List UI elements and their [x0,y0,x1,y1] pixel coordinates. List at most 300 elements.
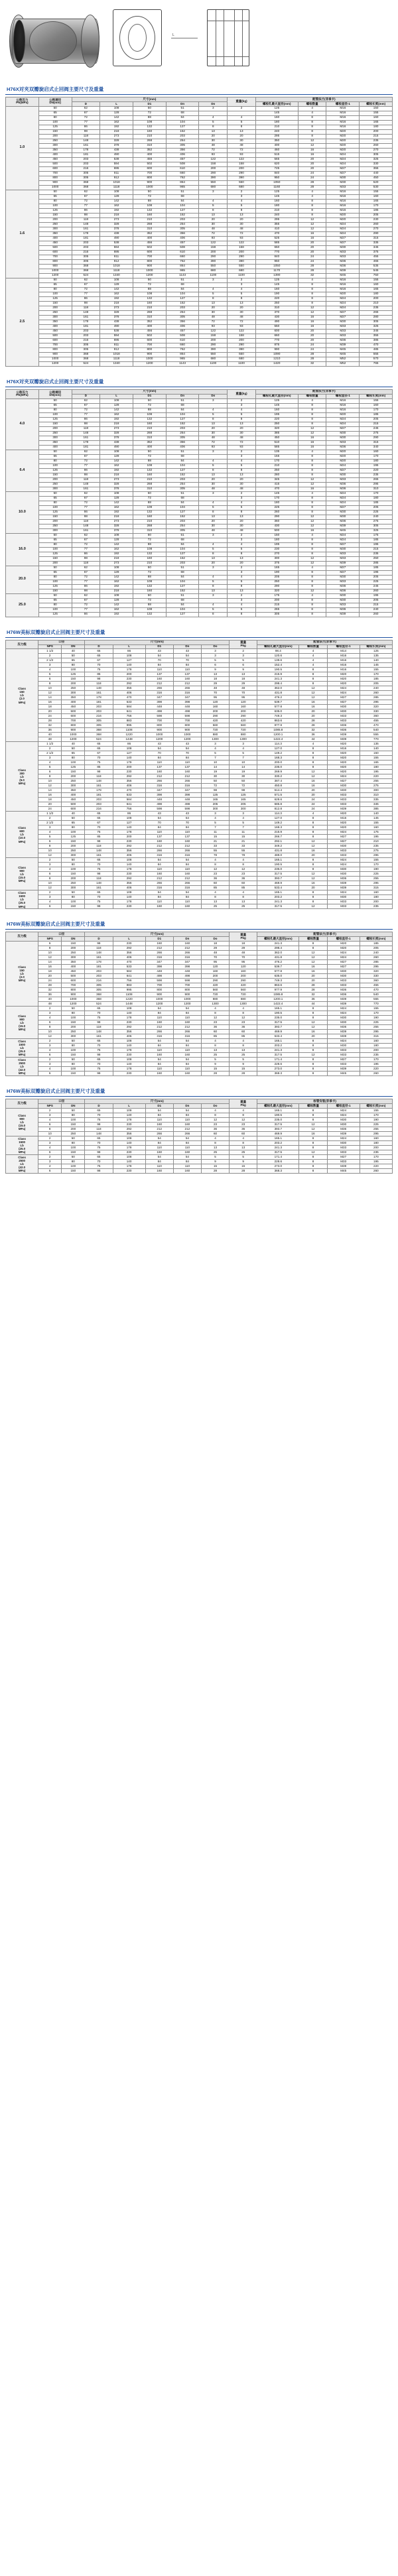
table-row [6,691,393,696]
cell-do: 70 [201,691,229,696]
cell-d1: 268 [133,222,166,227]
cell-bd: M24 [327,955,360,960]
cell-bn: 20 [298,329,326,334]
cell-l: 406 [113,853,145,858]
cell-l: 86 [113,812,145,816]
cell-do: 8 [199,296,228,301]
cell-bl: 440 [360,171,393,176]
cell-bl: 260 [360,612,393,617]
cell-l: 86 [113,742,145,747]
cell-bn: 32 [298,361,326,366]
cell-dn2: 70 [173,751,201,756]
table-row [6,756,393,761]
table-row [6,969,393,974]
cell-do: 8 [199,552,228,556]
cell-bd: M39 [327,733,360,737]
cell-bl: 205 [360,213,393,217]
cell-dn: 500 [62,802,85,807]
cell-do: 4 [199,575,228,580]
table-row [6,528,393,533]
cell-dn: 200 [38,217,72,222]
cell-nps: 8 [38,877,62,881]
cell-w: 5 [228,505,256,510]
cell-d1: 900 [133,352,166,357]
cell-dn: 250 [62,1030,85,1034]
cell-bn: 8 [299,1048,327,1053]
pressure-rating-cell: Class 150 Lb (2.0 MPa) [6,649,38,742]
cell-do: 93 [199,445,228,450]
cell-w: 122 [228,241,256,245]
table-row [6,408,393,412]
cell-bh: 533.4 [257,1034,299,1039]
cell-bh: 295 [255,134,298,139]
cell-dn2: 160 [173,1072,201,1076]
cell-dn: 150 [38,473,72,477]
cell-d1: 210 [133,306,166,310]
cell-l: 273 [100,519,133,524]
cell-d1: 54 [145,1109,173,1113]
cell-dn2: 254 [166,222,199,227]
cell-d: 98 [85,872,113,877]
cell-do: 93 [199,236,228,241]
cell-bh: 165.1 [257,1007,299,1011]
cell-dn2: 212 [173,877,201,881]
cell-bh: 150 [255,533,298,538]
cell-dn2: 152 [166,589,199,593]
cell-d1: 43 [145,812,173,816]
cell-d1: 800 [145,988,173,993]
cell-bd: M39 [327,1034,360,1039]
cell-w: 93 [228,324,256,329]
cell-bh: 165.1 [257,1039,299,1044]
cell-dn2: 356 [166,440,199,445]
header-bolt-2: 螺栓直径-1 [327,937,360,942]
cell-w: 5 [228,292,256,296]
cell-nps: 6 [38,872,62,877]
cell-d: 72 [72,575,100,580]
table-row [6,139,393,143]
cell-nps: 8 [38,1127,62,1132]
table-row [6,723,393,728]
cell-bn: 8 [299,826,327,830]
cell-d1: 160 [145,1053,173,1058]
cell-l: 140 [113,1011,145,1016]
cell-bn: 8 [298,463,326,468]
cell-bh: 241.3 [257,677,299,682]
cell-nps: 12 [38,1034,62,1039]
cell-do: 20 [199,426,228,431]
cell-bl: 205 [360,946,392,951]
cell-d: 203 [72,329,100,334]
cell-dn: 700 [38,171,72,176]
cell-d: 305 [72,259,100,264]
cell-bn: 36 [299,733,327,737]
cell-dn: 300 [38,436,72,440]
cell-bn: 16 [298,440,326,445]
cell-l: 811 [100,255,133,259]
table-row [6,1039,393,1044]
cell-dn2: 127 [166,125,199,129]
cell-bn: 16 [299,705,327,709]
cell-bd: M24 [326,422,360,426]
cell-dn2: 1143 [166,273,199,278]
table-row [6,315,393,320]
cell-w: 13 [228,473,256,477]
cell-d: 65 [85,890,113,895]
cell-bn: 8 [299,1011,327,1016]
cell-d1: 108 [133,607,166,612]
cell-d1: 448 [145,705,173,709]
cell-d1: 160 [145,677,173,682]
cell-l: 142 [100,575,133,580]
table-row [6,988,393,993]
cell-dn2: 54 [173,1039,201,1044]
cell-bn: 8 [299,1141,327,1146]
butterfly-valve-photo [7,5,106,77]
cell-d: 70 [85,1044,113,1048]
cell-dn2: 84 [173,826,201,830]
cell-d1: 268 [133,139,166,143]
cell-do: 3 [199,278,228,282]
cell-bh: 203.2 [257,895,299,900]
cell-bl: 335 [360,798,392,802]
cell-l: 1118 [100,357,133,361]
cell-bh: 280 [255,473,298,477]
cell-bl: 320 [360,969,392,974]
cell-d: 85 [85,765,113,770]
cell-bl: 270 [360,227,393,231]
cell-bl: 200 [360,900,392,904]
cell-bd: M30 [327,1141,360,1146]
cell-d: 70 [85,756,113,761]
cell-nps: 4 [38,1067,62,1072]
cell-w: 28 [230,1072,257,1076]
cell-do: 4 [199,199,228,204]
table-row [6,747,393,751]
cell-bl: 235 [360,552,393,556]
cell-d: 118 [85,946,113,951]
cell-bn: 16 [299,1132,327,1136]
table-row [6,955,393,960]
cell-do: 200 [201,709,229,714]
cell-d1: 160 [145,1123,173,1127]
cell-bl: 195 [360,463,393,468]
cell-d: 67 [72,403,100,408]
cell-do: 122 [199,241,228,245]
cell-bn: 12 [298,561,326,566]
cell-bl: 315 [360,886,392,890]
cell-bl: 165 [360,120,393,125]
cell-bn: 8 [298,129,326,134]
header-bore-group: 口径 [38,932,85,937]
cell-do: 8 [201,1141,229,1146]
cell-bn: 12 [299,686,327,691]
cell-l: 140 [113,826,145,830]
cell-w: 200 [230,709,257,714]
cell-d1: 160 [133,422,166,426]
cell-bd: M24 [326,153,360,157]
cell-bn: 12 [298,426,326,431]
cell-bh: 577.8 [257,705,299,709]
cell-bl: 155 [360,1007,392,1011]
cell-nps: 4 [38,1146,62,1150]
cell-bn: 8 [298,584,326,589]
cell-dn2: 356 [166,320,199,324]
cell-do: 5 [201,1058,229,1062]
cell-dn2: 406 [166,236,199,241]
cell-nps: 3 [38,756,62,761]
cell-l: 594 [100,162,133,166]
table-row [6,1007,393,1011]
table-row [6,496,393,501]
cell-bl: 450 [360,176,393,180]
cell-dn: 800 [38,259,72,264]
table-row [6,612,393,617]
cell-nps: 16 [38,793,62,798]
cell-dn2: 800 [173,723,201,728]
cell-bd: M20 [327,672,360,677]
cell-dn2: 610 [166,338,199,343]
cell-d1: 352 [133,320,166,324]
cell-dn: 700 [62,983,85,988]
cell-bn: 24 [298,171,326,176]
cell-d1: 1200 [145,1002,173,1007]
cell-d: 62 [72,399,100,403]
cell-bl: 255 [360,1025,392,1030]
cell-bl: 455 [360,983,392,988]
cell-d: 368 [72,264,100,269]
cell-w: 70 [230,955,257,960]
cell-dn2: 1200 [173,737,201,742]
cell-dn2: 152 [166,129,199,134]
cell-w: 21 [230,839,257,844]
cell-d1: 88 [133,408,166,412]
cell-dn2: 51 [166,106,199,111]
cell-dn2: 762 [166,259,199,264]
cell-nps: 24 [38,714,62,719]
table-row [6,194,393,199]
cell-nps: 4 [38,668,62,672]
cell-d1: 316 [145,853,173,858]
cell-d: 118 [85,1127,113,1132]
cell-d1: 352 [133,440,166,445]
table-row [6,515,393,519]
cell-d1: 600 [133,338,166,343]
cell-d: 178 [72,148,100,153]
cell-do: 160 [201,705,229,709]
header-dim-d: D [85,937,113,942]
cell-bd: M33 [326,255,360,259]
cell-do: 93 [199,153,228,157]
cell-dn: 80 [62,826,85,830]
cell-bl: 215 [360,134,393,139]
table-row [6,812,393,816]
cell-do [199,598,228,603]
cell-l: 641 [113,709,145,714]
cell-dn: 125 [38,468,72,473]
cell-bh: 320 [255,426,298,431]
cell-w: 13 [230,1146,257,1150]
cell-d: 161 [72,143,100,148]
cell-d1: 316 [145,886,173,890]
cell-bh: 240 [255,129,298,134]
cell-bl: 155 [360,668,392,672]
cell-bn: 16 [299,784,327,788]
cell-l: 108 [100,566,133,570]
cell-dn: 65 [38,598,72,603]
cell-dn: 250 [38,310,72,315]
cell-dn2: 203 [166,426,199,431]
cell-bn: 8 [299,672,327,677]
cell-nps: 18 [38,705,62,709]
cell-bn: 8 [299,677,327,682]
table-row [6,733,393,737]
cell-d1: 316 [145,691,173,696]
cell-bn: 12 [299,839,327,844]
cell-d1: 50 [133,190,166,194]
cell-w: 30 [228,524,256,528]
cell-d1: 398 [145,965,173,969]
cell-d1: 54 [145,1058,173,1062]
cell-l: 273 [100,561,133,566]
cell-bn: 16 [298,148,326,153]
cell-bd: M20 [327,742,360,747]
header-pn: 公称压力 PN(MPa) [6,97,39,107]
table-row [6,761,393,765]
cell-bd: M24 [327,686,360,691]
cell-d1: 700 [133,255,166,259]
cell-d1: 72 [133,538,166,542]
cell-d: 72 [72,287,100,292]
cell-bl: 335 [360,241,393,245]
cell-d: 368 [72,269,100,273]
table-row [6,106,393,111]
cell-bd: M27 [326,542,360,547]
cell-nps: 6 [38,839,62,844]
cell-d: 178 [85,788,113,793]
cell-w: 4 [228,575,256,580]
cell-w: 14 [230,765,257,770]
cell-bd: M33 [326,334,360,338]
header-bolt-1: 螺栓数量 [299,937,327,942]
cell-d: 161 [85,784,113,788]
cell-bd: M33 [327,1150,360,1155]
cell-l: 438 [100,148,133,153]
cell-d: 75 [85,668,113,672]
cell-d1: 212 [145,844,173,849]
cell-dn: 150 [38,589,72,593]
cell-dn: 100 [62,1146,85,1150]
cell-do: 93 [199,324,228,329]
cell-bn: 8 [298,580,326,584]
cell-w: 48 [228,143,256,148]
cell-w: 12 [230,867,257,872]
cell-dn2: 266 [173,881,201,886]
cell-bd: M33 [327,1160,360,1164]
cell-dn: 80 [38,603,72,607]
cell-w: 70 [230,691,257,696]
cell-bl: 345 [360,245,393,250]
table-row [6,658,393,663]
pressure-rating-cell: 1.0 [6,106,39,190]
cell-dn: 80 [38,408,72,412]
cell-dn: 1000 [62,997,85,1002]
cell-dn2: 508 [166,162,199,166]
cell-bd: M16 [326,190,360,194]
cell-do [199,403,228,408]
cell-bh: 362.0 [257,951,299,955]
cell-do: 8 [201,895,229,900]
section-title: H76W美标双瓣旋启式止回阀主要尺寸及重量 [5,627,393,638]
cell-do: 3 [199,399,228,403]
cell-d1: 700 [145,983,173,988]
cell-bd: M16 [326,204,360,208]
table-row [6,306,393,310]
cell-dn2: 110 [173,1164,201,1169]
cell-nps: 2 [38,1039,62,1044]
cell-bd: M45 [327,1169,360,1174]
section-title: H76X对夹双瓣旋启式止回阀主要尺寸及重量 [5,376,393,387]
cell-bl: 160 [360,403,393,408]
cell-dn2: 212 [173,774,201,779]
cell-d: 62 [72,190,100,194]
cell-bd: M33 [326,580,360,584]
cell-dn2: 68 [166,496,199,501]
cell-bh: 145 [255,111,298,115]
cell-bd: M20 [327,682,360,686]
cell-bl: 195 [360,835,392,839]
cell-bl: 325 [360,324,393,329]
table-row [6,677,393,682]
cell-dn: 65 [38,570,72,575]
cell-dn2: 254 [166,482,199,487]
cell-d1: 210 [133,217,166,222]
cell-d1: 84 [145,663,173,668]
cell-dn: 200 [62,1025,85,1030]
cell-w: 3 [228,194,256,199]
cell-w: 48 [228,528,256,533]
cell-w: 4 [228,115,256,120]
cell-bl: 290 [360,436,393,440]
cell-bl: 145 [360,663,392,668]
cell-bh: 1200.1 [257,997,299,1002]
cell-bh: 250 [255,301,298,306]
cell-d: 72 [72,501,100,505]
cell-bh: 225 [255,505,298,510]
cell-dn2: 212 [173,1127,201,1132]
cell-bd: M33 [327,983,360,988]
cell-bd: M27 [327,1155,360,1160]
cell-dn2: 1000 [173,997,201,1002]
header-bolt-1: 螺栓数量 [298,394,326,399]
cell-nps: 14 [38,788,62,793]
cell-bh: 950 [255,259,298,264]
cell-d1: 72 [133,570,166,575]
table-row [6,682,393,686]
cell-d1: 1200 [145,737,173,742]
cell-l: 178 [113,1146,145,1150]
table-row [6,208,393,213]
cell-bl: 185 [360,677,392,682]
cell-w: 30 [230,774,257,779]
spec-table [5,389,393,617]
cell-dn: 300 [62,1034,85,1039]
technical-drawings [113,5,391,66]
cell-dn2: 43 [173,812,201,816]
cell-w: 48 [230,951,257,955]
cell-do: 5 [199,120,228,125]
cell-d: 368 [85,733,113,737]
